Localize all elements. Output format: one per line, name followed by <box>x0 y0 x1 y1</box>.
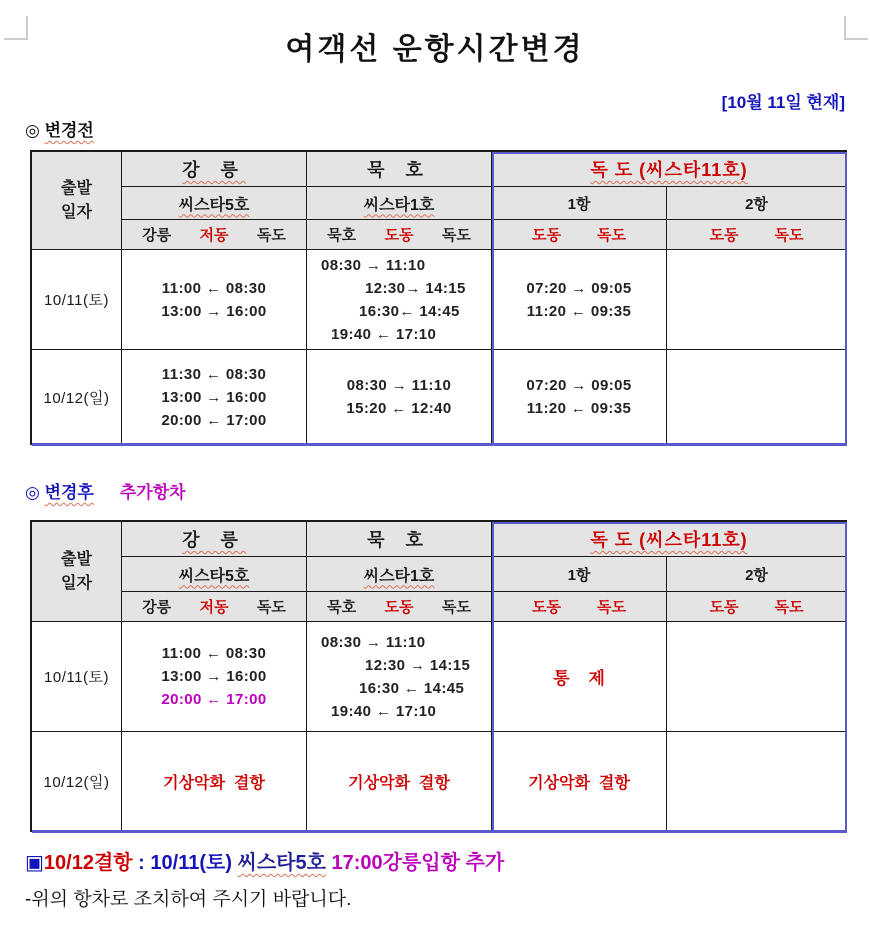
header-mukho: 묵 호 <box>307 522 492 557</box>
page-title: 여객선 운항시간변경 <box>285 33 585 66</box>
current-date-note: [10월 11일 현재] <box>721 93 845 112</box>
before-row2-dokdo1: 07:20 → 09:05 11:20 ← 09:35 <box>492 350 667 445</box>
before-row1-date: 10/11(토) <box>32 250 122 350</box>
header-ship-seastar5: 씨스타5호 <box>122 187 307 220</box>
route-mukho: 묵호 도동 독도 <box>307 592 492 622</box>
section-marker: ◎ <box>25 483 45 502</box>
after-row2-date: 10/12(일) <box>32 732 122 832</box>
after-row1-date: 10/11(토) <box>32 622 122 732</box>
footer-note-cancellation: ▣10/12결항 : 10/11(토) 씨스타5호 17:00강릉입항 추가 <box>25 852 505 874</box>
departure-label-line2: 일자 <box>61 574 92 592</box>
section-label-before <box>25 116 94 141</box>
before-row2-dokdo2-empty <box>667 350 847 445</box>
before-row1-gangneung: 11:00 ← 08:30 13:00 → 16:00 <box>122 250 307 350</box>
after-row2-dokdo1-cancel: 기상악화 결항 <box>492 732 667 832</box>
after-row1-dokdo1-restricted: 통 제 <box>492 622 667 732</box>
section-marker: ◎ <box>25 121 45 140</box>
departure-label-line1: 출발 <box>61 550 92 568</box>
header-gangneung: 강 릉 <box>122 522 307 557</box>
square-bullet-icon: ▣ <box>25 852 44 874</box>
after-row1-gangneung: 11:00 ← 08:30 13:00 → 16:00 20:00 ← 17:00 <box>122 622 307 732</box>
header-ship-seastar1: 씨스타1호 <box>307 187 492 220</box>
route-mukho: 묵호 도동 독도 <box>307 220 492 250</box>
route-dokdo-trip2: 도동 독도 <box>667 592 847 622</box>
header-trip2: 2항 <box>667 557 847 592</box>
header-departure-date <box>32 152 122 250</box>
header-dokdo: 독 도 (씨스타11호) <box>492 152 847 187</box>
header-dokdo: 독 도 (씨스타11호) <box>492 522 847 557</box>
route-dokdo-trip1: 도동 독도 <box>492 592 667 622</box>
departure-label-line1: 출발 <box>61 179 92 197</box>
header-departure-date <box>32 522 122 622</box>
header-gangneung: 강 릉 <box>122 152 307 187</box>
schedule-table-after <box>30 520 847 832</box>
after-row1-mukho: 08:30 → 11:10 12:30 → 14:15 16:30 ← 14:45 19:40 ← 17:10 <box>307 622 492 732</box>
after-row1-dokdo2-empty <box>667 622 847 732</box>
header-mukho: 묵 호 <box>307 152 492 187</box>
before-row2-mukho: 08:30 → 11:10 15:20 ← 12:40 <box>307 350 492 445</box>
section-after-text: 변경후 <box>44 483 94 502</box>
added-voyage-label: 추가항차 <box>119 483 186 502</box>
route-gangneung: 강릉 저동 독도 <box>122 592 307 622</box>
after-row2-dokdo2-empty <box>667 732 847 832</box>
route-dokdo-trip2: 도동 독도 <box>667 220 847 250</box>
after-row2-gangneung-cancel: 기상악화 결항 <box>122 732 307 832</box>
before-row2-gangneung: 11:30 ← 08:30 13:00 → 16:00 20:00 ← 17:00 <box>122 350 307 445</box>
route-dokdo-trip1: 도동 독도 <box>492 220 667 250</box>
header-ship-seastar5: 씨스타5호 <box>122 557 307 592</box>
added-sailing-time: 20:00 ← 17:00 <box>161 691 267 708</box>
footer-note-request: -위의 항차로 조치하여 주시기 바랍니다. <box>25 889 352 910</box>
section-label-after <box>25 478 186 503</box>
before-row1-dokdo2-empty <box>667 250 847 350</box>
route-gangneung: 강릉 저동 독도 <box>122 220 307 250</box>
before-row1-mukho: 08:30 → 11:10 12:30→ 14:15 16:30← 14:45 19:40 ← 17:10 <box>307 250 492 350</box>
header-trip2: 2항 <box>667 187 847 220</box>
header-trip1: 1항 <box>492 187 667 220</box>
section-before-text: 변경전 <box>44 121 94 140</box>
header-trip1: 1항 <box>492 557 667 592</box>
header-ship-seastar1: 씨스타1호 <box>307 557 492 592</box>
after-row2-mukho-cancel: 기상악화 결항 <box>307 732 492 832</box>
before-row1-dokdo1: 07:20 → 09:05 11:20 ← 09:35 <box>492 250 667 350</box>
before-row2-date: 10/12(일) <box>32 350 122 445</box>
departure-label-line2: 일자 <box>61 203 92 221</box>
schedule-table-before <box>30 150 847 445</box>
